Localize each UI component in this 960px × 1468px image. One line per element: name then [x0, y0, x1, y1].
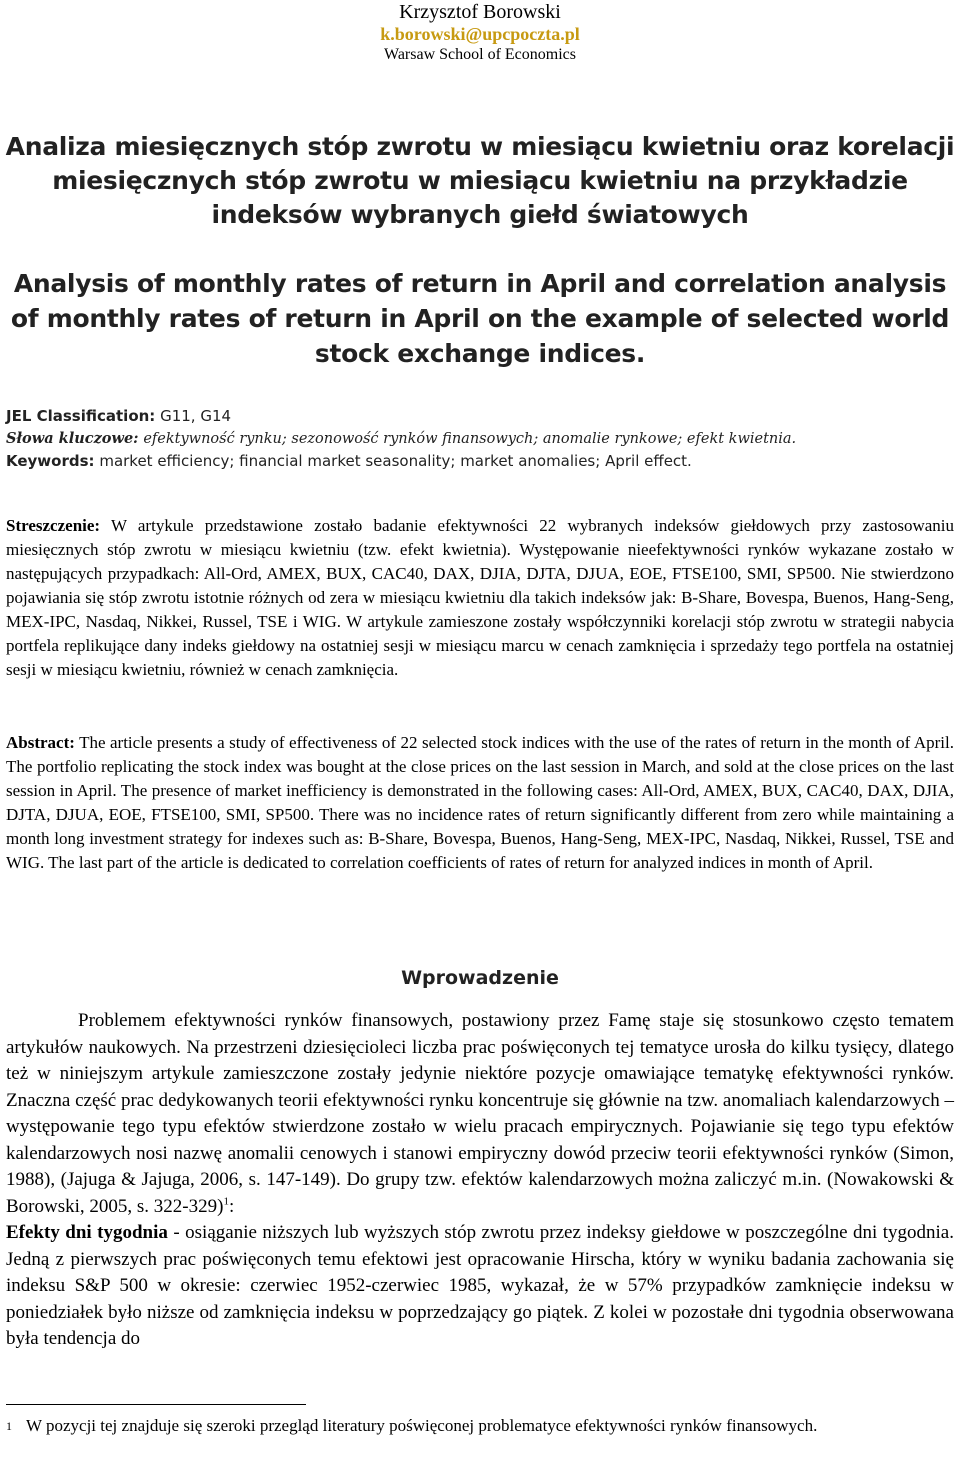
title-english: Analysis of monthly rates of return in April and correlation analysis of monthly rates of return in April on the example of selected world stock exchange indices. [10, 269, 950, 368]
body-paragraph [6, 1008, 954, 1220]
footnote [6, 1414, 954, 1438]
jel-value: G11, G14 [160, 407, 232, 425]
keywords-line [6, 450, 956, 472]
classification-block [6, 405, 956, 472]
jel-line [6, 405, 956, 427]
footnote-ref[interactable]: 1 [223, 1195, 229, 1208]
streszczenie-text: W artykule przedstawione zostało badanie efektywności 22 wybranych indeksów giełdowych przy zastosowaniu miesięcznych stóp zwrotu w miesiącu kwietniu (tzw. efekt kwietnia). Występowanie nieefektywności rynków wykazane zostało w następujących przypadkach: All-Ord, AMEX, BUX, CAC40, DAX, DJIA, DJTA, DJUA, EOE, FTSE100, SMI, SP500. Nie stwierdzono pojawiania się stóp zwrotu istotnie różnych od zera w miesiącu kwietniu dla takich indeksów jak: B-Share, Bovespa, Buenos, Hang-Seng, MEX-IPC, Nasdaq, Nikkei, Russel, TSE i WIG. W artykule zamieszone zostały współczynniki korelacji stóp zwrotu w strategii nabycia portfela replikujące dany indeks giełdowy na ostatniej sesji w miesiącu marcu w cenach zamknięcia i sprzedaży tego portfela na ostatniej sesji w miesiącu kwietniu, również w cenach zamknięcia. [6, 516, 954, 679]
body-paragraph-1-tail: : [228, 1195, 235, 1217]
abstract-text: The article presents a study of effectiveness of 22 selected stock indices with the use of the rates of return in the month of April. The portfolio replicating the stock index was bought at the close prices on the last session in March, and sold at the close prices on the last session in April. The presence of market inefficiency is demonstrated in the following cases: All-Ord, AMEX, BUX, CAC40, DAX, DJIA, DJTA, DJUA, EOE, FTSE100, SMI, SP500. There was no incidence rates of return significantly different from zero while maintaining a month long investment strategy for indexes such as: B-Share, Bovespa, Buenos, Hang-Seng, MEX-IPC, Nasdaq, Nikkei, Russel, TSE and WIG. The last part of the article is dedicated to correlation coefficients of rates of return for analyzed indices in month of April. [6, 733, 954, 872]
abstract-label: Abstract: [6, 733, 75, 752]
slowa-kluczowe-value: efektywność rynku; sezonowość rynków finansowych; anomalie rynkowe; efekt kwietnia. [143, 431, 797, 447]
body-paragraph [6, 1220, 954, 1353]
author-email-link[interactable]: k.borowski@upcpoczta.pl [380, 24, 580, 44]
title-polish: Analiza miesięcznych stóp zwrotu w miesiącu kwietniu oraz korelacji miesięcznych stóp zwrotu w miesiącu kwietniu na przykładzie indeksów wybranych giełd światowych [5, 132, 955, 229]
introduction-body [6, 1008, 954, 1353]
streszczenie-paragraph [6, 514, 954, 682]
section-heading-wprowadzenie: Wprowadzenie [401, 967, 559, 989]
footnote-mark: 1 [6, 1419, 12, 1433]
footnote-divider [6, 1404, 306, 1405]
abstract-paragraph [6, 731, 954, 875]
slowa-kluczowe-line [6, 427, 956, 450]
footnote-text: W pozycji tej znajduje się szeroki przegląd literatury poświęconej problematyce efektywności rynków finansowych. [26, 1416, 818, 1435]
body-paragraph-2-text: - osiąganie niższych lub wyższych stóp zwrotu przez indeksy giełdowe w poszczególne dni tygodnia. Jedną z pierwszych prac poświęconych temu efektowi jest opracowanie Hirscha, który w wyniku badania zachowania się indeksu S&P 500 w okresie: czerwiec 1952-czerwiec 1985, wykazał, że w 57% przypadków zamknięcie indeksu w poniedziałek było niższe od zamknięcia indeksu w poprzedzający go piątek. Z kolei w pozostałe dni tygodnia obserwowana była tendencja do [6, 1222, 954, 1349]
efekty-dni-tygodnia-label: Efekty dni tygodnia [6, 1222, 168, 1243]
streszczenie-label: Streszczenie: [6, 516, 101, 535]
keywords-value: market efficiency; financial market seasonality; market anomalies; April effect. [99, 452, 692, 470]
author-name: Krzysztof Borowski [399, 1, 561, 23]
author-block [0, 0, 960, 65]
body-paragraph-1-text: Problemem efektywności rynków finansowych, postawiony przez Famę staje się stosunkowo często tematem artykułów naukowych. Na przestrzeni dziesięcioleci liczba prac poświęconych tej tematyce urosła do kilku tysięcy, dlatego też w niniejszym artykule zamieszczone zostały jedynie niektóre pozycje omawiające tematykę efektywności rynków. Znaczna część prac dedykowanych teorii efektywności rynku koncentruje się głównie na tzw. anomaliach kalendarzowych – występowanie tego typu efektów stwierdzone zostało w wielu pracach empirycznych. Pojawianie się tego typu efektów kalendarzowych nosi nazwę anomalii cenowych i stanowi empiryczny dowód przeciw teorii efektywności rynków (Simon, 1988), (Jajuga & Jajuga, 2006, s. 147-149). Do grupy tzw. efektów kalendarzowych można zaliczyć m.in. (Nowakowski & Borowski, 2005, s. 322-329) [6, 1010, 954, 1217]
slowa-kluczowe-label: Słowa kluczowe: [6, 430, 139, 447]
keywords-label: Keywords: [6, 452, 95, 470]
jel-label: JEL Classification: [6, 407, 156, 425]
author-affiliation: Warsaw School of Economics [384, 46, 576, 63]
